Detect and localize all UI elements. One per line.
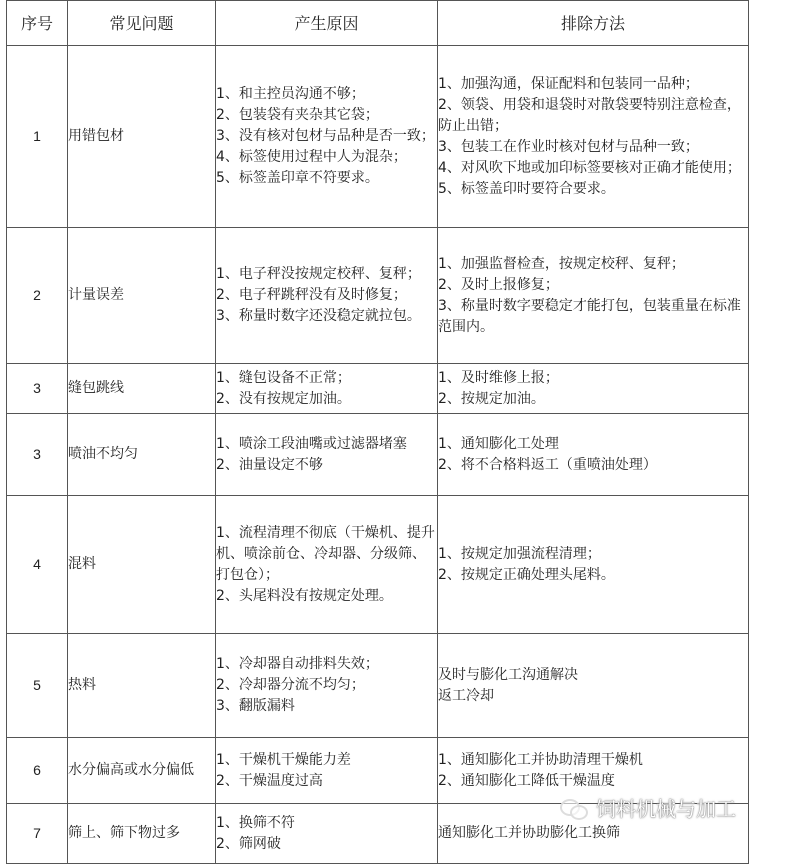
table-row [7, 634, 749, 738]
table-row [7, 46, 749, 228]
cause-cell [216, 46, 438, 228]
cause-item: 1、电子秤没按规定校秤、复秤； [216, 266, 421, 282]
cause-cell [216, 804, 438, 864]
fix-item: 1、加强监督检查，按规定校秤、复秤； [438, 255, 685, 272]
table-header-row [7, 1, 749, 46]
cause-item: 1、喷涂工段油嘴或过滤器堵塞 [216, 435, 407, 452]
cause-cell [216, 634, 438, 738]
table-row [7, 228, 749, 364]
cause-item: 2、冷却器分流不均匀； [216, 677, 365, 693]
header-issue: 常见问题 [68, 1, 216, 46]
fix-item: 2、及时上报修复； [438, 276, 559, 293]
cause-cell [216, 228, 438, 364]
issue-cell: 计量误差 [68, 228, 216, 364]
problem-table [6, 0, 749, 864]
row-number: 2 [7, 228, 68, 364]
fix-item: 2、按规定正确处理头尾料。 [438, 566, 615, 583]
cause-cell [216, 414, 438, 496]
cause-item: 1、冷却器自动排料失效； [216, 656, 379, 672]
fix-cell [438, 46, 749, 228]
cause-item: 2、油量设定不够 [216, 456, 323, 473]
fix-item: 1、按规定加强流程清理； [438, 545, 601, 562]
fix-item: 3、称量时数字要稳定才能打包，包装重量在标准范围内。 [438, 297, 741, 335]
row-number: 5 [7, 634, 68, 738]
header-fix: 排除方法 [438, 1, 749, 46]
fix-cell [438, 634, 749, 738]
issue-cell: 热料 [68, 634, 216, 738]
fix-cell [438, 228, 749, 364]
issue-cell: 水分偏高或水分偏低 [68, 738, 216, 804]
fix-item: 2、按规定加油。 [438, 390, 545, 407]
row-number: 4 [7, 496, 68, 634]
fix-item: 1、及时维修上报； [438, 369, 559, 386]
cause-cell [216, 738, 438, 804]
fix-item: 5、标签盖印时要符合要求。 [438, 180, 615, 197]
cause-cell [216, 364, 438, 414]
row-number: 7 [7, 804, 68, 864]
fix-item: 1、通知膨化工处理 [438, 435, 559, 452]
fix-item: 及时与膨化工沟通解决 [438, 666, 578, 683]
cause-item: 2、包装袋有夹杂其它袋； [216, 107, 379, 123]
cause-item: 1、干燥机干燥能力差 [216, 751, 351, 768]
table-row [7, 496, 749, 634]
cause-item: 1、换筛不符 [216, 814, 295, 831]
row-number: 3 [7, 414, 68, 496]
fix-item: 2、通知膨化工降低干燥温度 [438, 772, 615, 789]
fix-cell [438, 496, 749, 634]
issue-cell: 筛上、筛下物过多 [68, 804, 216, 864]
issue-cell: 喷油不均匀 [68, 414, 216, 496]
row-number: 1 [7, 46, 68, 228]
cause-item: 3、称量时数字还没稳定就拉包。 [216, 308, 421, 324]
cause-item: 2、没有按规定加油。 [216, 390, 351, 407]
cause-cell [216, 496, 438, 634]
wechat-icon [560, 797, 590, 819]
fix-item: 1、加强沟通，保证配料和包装同一品种； [438, 75, 699, 92]
fix-item: 返工冷却 [438, 687, 494, 704]
cause-item: 4、标签使用过程中人为混杂； [216, 149, 407, 165]
cause-item: 2、筛网破 [216, 835, 281, 852]
issue-cell: 混料 [68, 496, 216, 634]
fix-item: 通知膨化工并协助膨化工换筛 [438, 825, 620, 841]
issue-cell: 缝包跳线 [68, 364, 216, 414]
fix-item: 1、通知膨化工并协助清理干燥机 [438, 751, 643, 768]
row-number: 6 [7, 738, 68, 804]
fix-cell [438, 364, 749, 414]
cause-item: 3、没有核对包材与品种是否一致； [216, 128, 435, 144]
cause-item: 1、和主控员沟通不够； [216, 86, 365, 102]
cause-item: 5、标签盖印章不符要求。 [216, 170, 379, 186]
fix-item: 4、对风吹下地或加印标签要核对正确才能使用； [438, 159, 741, 176]
cause-item: 3、翻版漏料 [216, 698, 295, 714]
header-no: 序号 [7, 1, 68, 46]
row-number: 3 [7, 364, 68, 414]
cause-item: 2、电子秤跳秤没有及时修复； [216, 287, 407, 303]
fix-cell [438, 414, 749, 496]
watermark [560, 793, 736, 822]
fix-item: 3、包装工在作业时核对包材与品种一致； [438, 138, 699, 155]
issue-cell: 用错包材 [68, 46, 216, 228]
table-row [7, 414, 749, 496]
cause-item: 1、流程清理不彻底（干燥机、提升机、喷涂前仓、冷却器、分级筛、打包仓）； [216, 524, 435, 583]
table-row [7, 364, 749, 414]
header-cause: 产生原因 [216, 1, 438, 46]
fix-item: 2、将不合格料返工（重喷油处理） [438, 456, 657, 473]
cause-item: 2、头尾料没有按规定处理。 [216, 587, 393, 604]
cause-item: 1、缝包设备不正常； [216, 369, 351, 386]
watermark-text: 饲料机械与加工 [596, 797, 736, 821]
cause-item: 2、干燥温度过高 [216, 772, 323, 789]
fix-item: 2、领袋、用袋和退袋时对散袋要特别注意检查，防止出错； [438, 96, 741, 134]
